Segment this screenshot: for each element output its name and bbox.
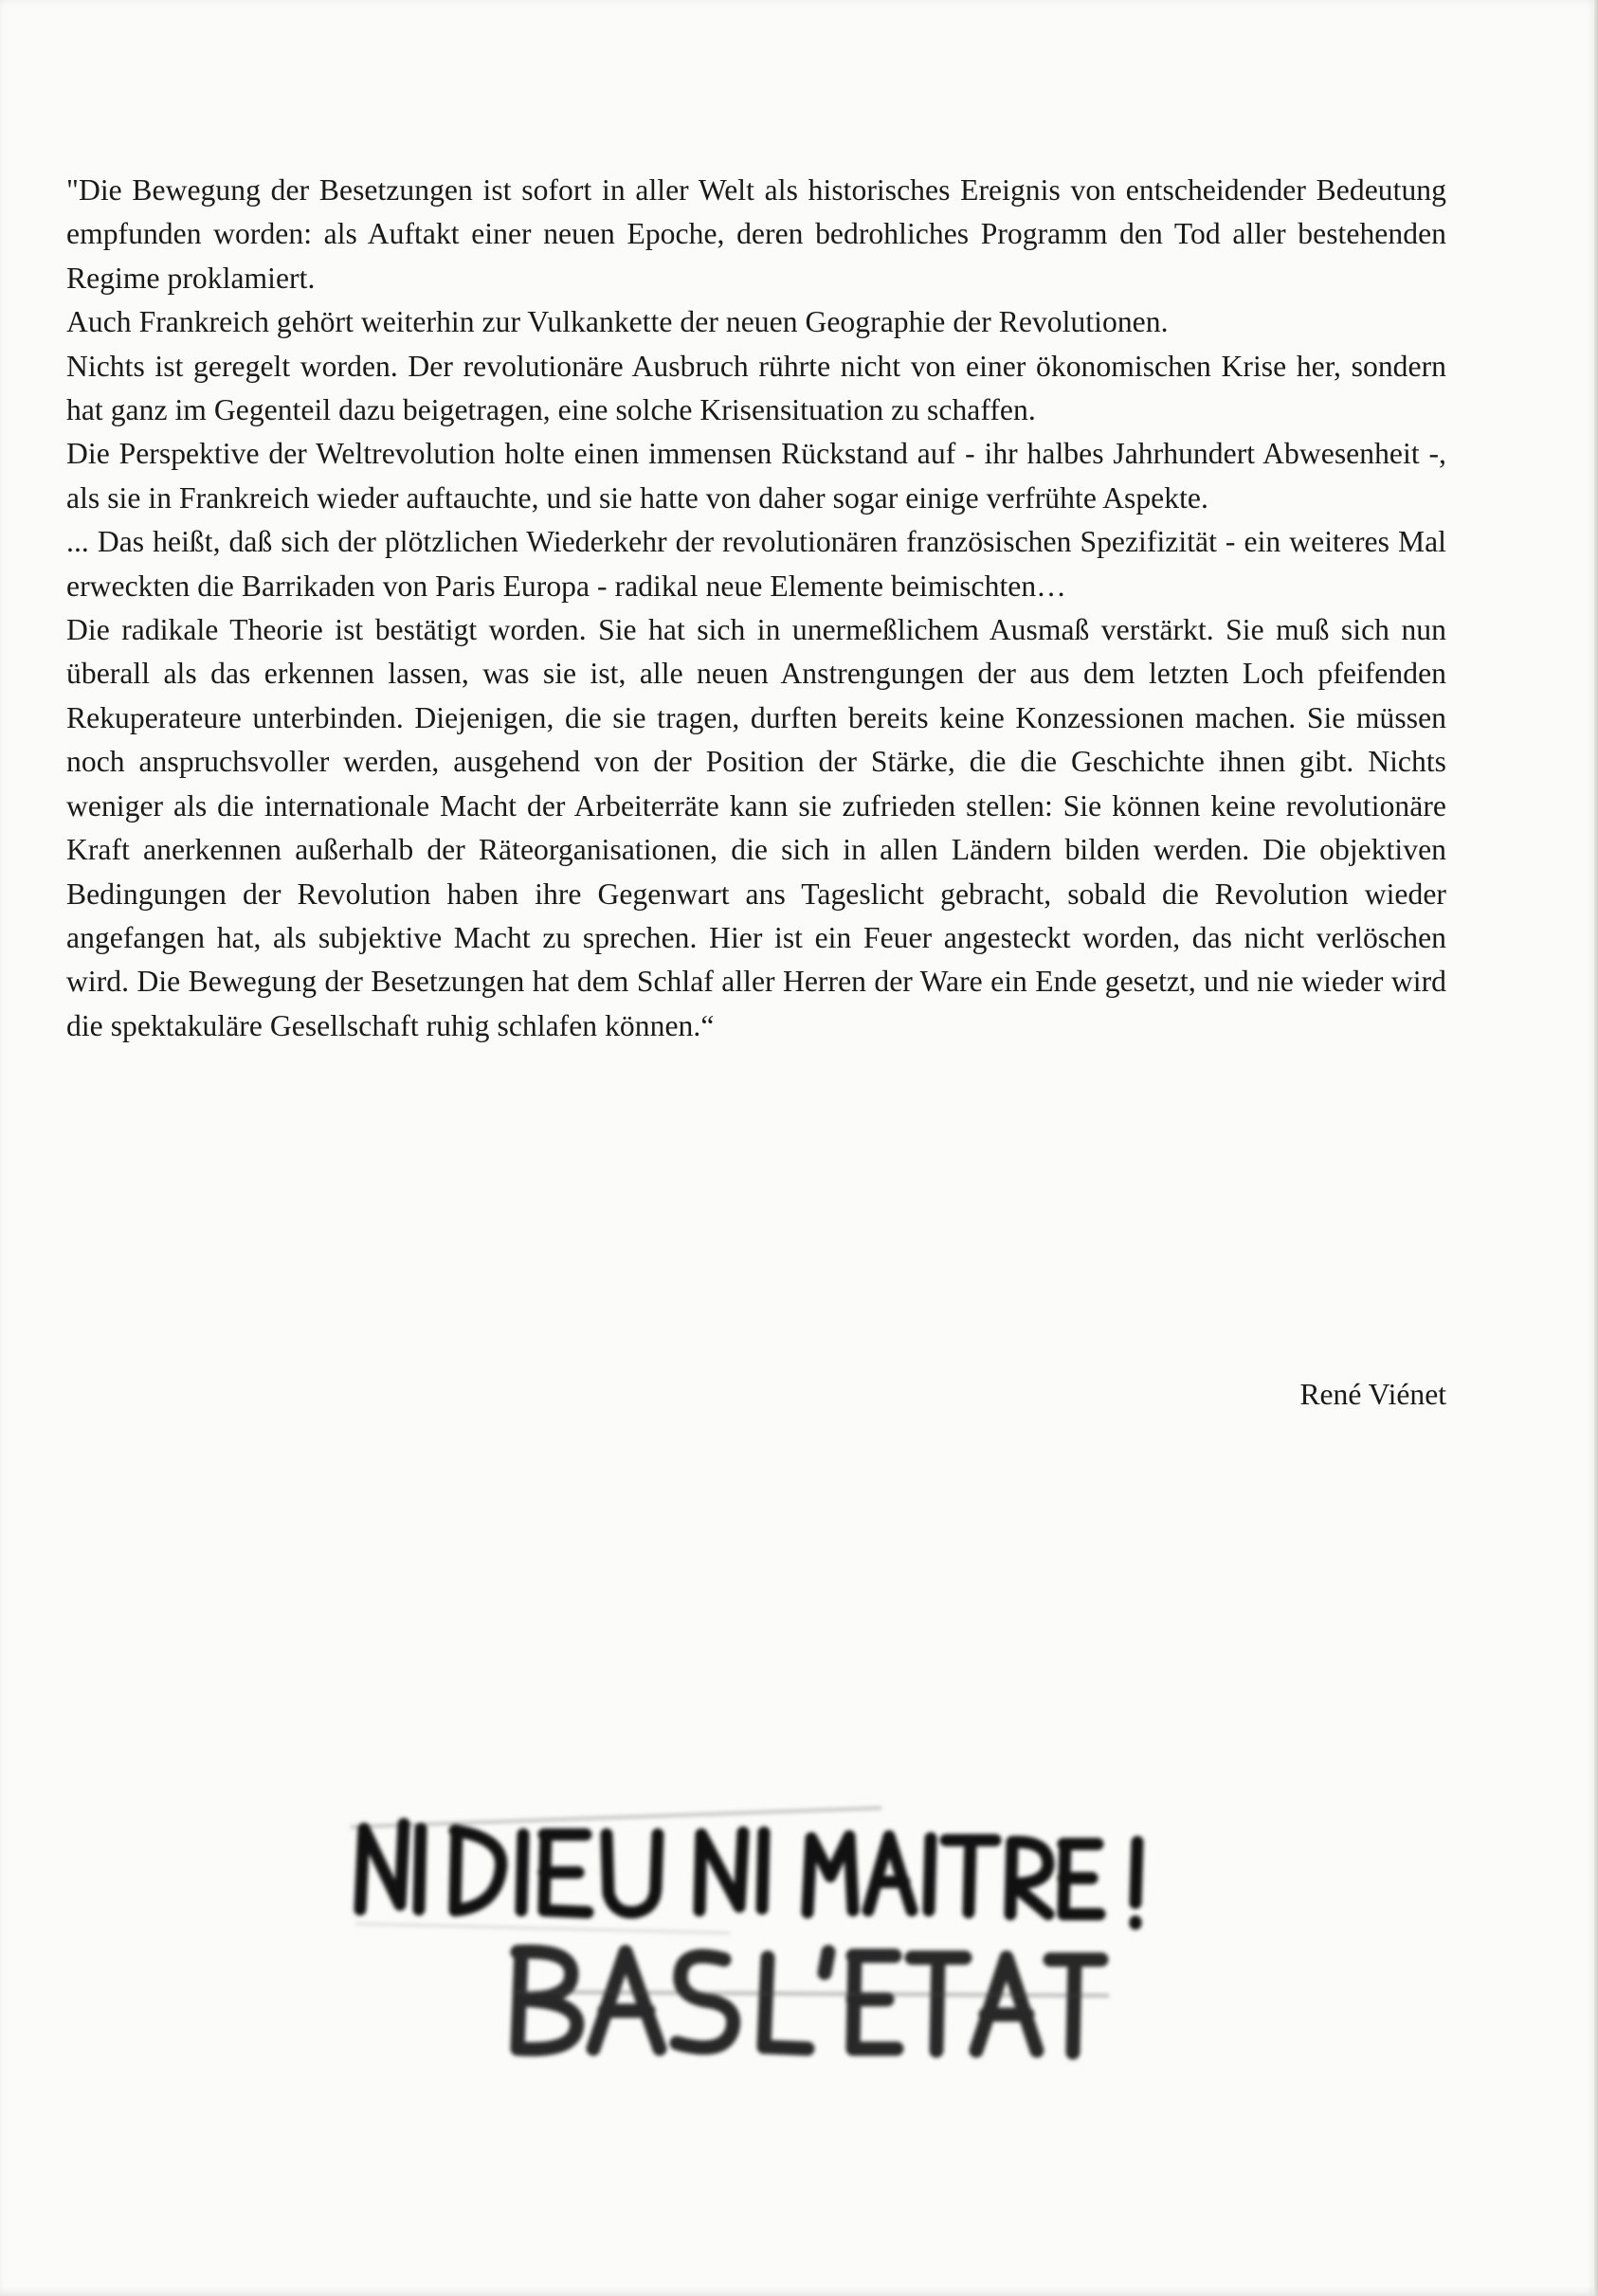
quote-paragraph-6: Die radikale Theorie ist bestätigt worden. Sie hat sich in unermeßlichem Ausmaß verstärkt. Sie muß sich nun überall als das erkennen lassen, was sie ist, alle neuen Anstrengungen der aus dem letzten Loch pfeifenden Rekuperateure unterbinden. Diejenigen, die sie tragen, durften bereits keine Konzessionen machen. Sie müssen noch anspruchsvoller werden, ausgehend von der Position der Stärke, die die Geschichte ihnen gibt. Nichts weniger als die internationale Macht der Arbeiterräte kann sie zufrieden stellen: Sie können keine revolutionäre Kraft anerkennen außerhalb der Räteorganisationen, die sich in allen Ländern bilden werden. Die objektiven Bedingungen der Revolution haben ihre Gegenwart ans Tageslicht gebracht, sobald die Revolution wieder angefangen hat, als subjektive Macht zu sprechen. Hier ist ein Feuer angesteckt worden, das nicht verlöschen wird. Die Bewegung der Besetzungen hat dem Schlaf aller Herren der Ware ein Ende gesetzt, und nie wieder wird die spektakuläre Gesellschaft ruhig schlafen können.“ bbox=[66, 613, 1446, 1042]
quote-author: René Viénet bbox=[1299, 1378, 1446, 1411]
quote-paragraph-5: ... Das heißt, daß sich der plötzlichen Wiederkehr der revolutionären französischen Spezifizität - ein weiteres Mal erweckten die Barrikaden von Paris Europa - radikal neue Elemente beimischten… bbox=[66, 525, 1446, 603]
quote-paragraph-2: Auch Frankreich gehört weiterhin zur Vulkankette der neuen Geographie der Revolutionen. bbox=[66, 305, 1169, 339]
quote-paragraph-3: Nichts ist geregelt worden. Der revolutionäre Ausbruch rührte nicht von einer ökonomischen Krise her, sondern hat ganz im Gegenteil dazu beigetragen, eine solche Krisensituation zu schaffen. bbox=[66, 349, 1446, 427]
quote-paragraph-4: Die Perspektive der Weltrevolution holte einen immensen Rückstand auf - ihr halbes Jahrhundert Abwesenheit -, als sie in Frankreich wieder auftauchte, und sie hatte von daher sogar einige verfrühte Aspekte. bbox=[66, 437, 1446, 515]
page-edge bbox=[1594, 0, 1598, 2296]
graffiti-photo bbox=[351, 1781, 1185, 2066]
quote-paragraph-1: "Die Bewegung der Besetzungen ist sofort in aller Welt als historisches Ereignis von entscheidender Bedeutung empfunden worden: als Auftakt einer neuen Epoche, deren bedrohliches Programm den Tod aller bestehenden Regime proklamiert. bbox=[66, 173, 1446, 295]
quote-block bbox=[66, 169, 1446, 1048]
graffiti-image bbox=[351, 1781, 1185, 2066]
